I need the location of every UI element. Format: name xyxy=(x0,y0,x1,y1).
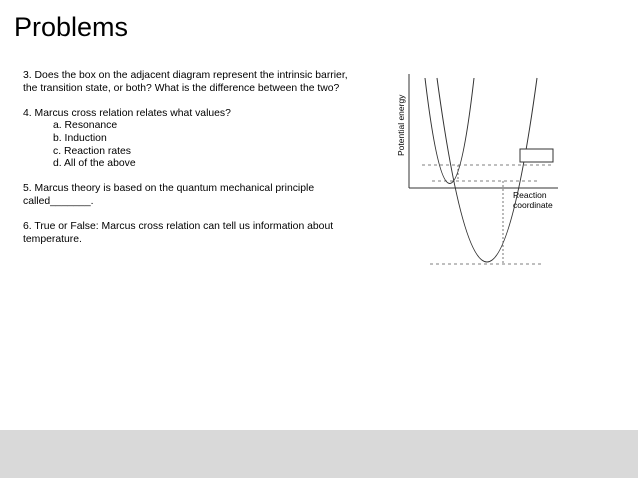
product-parabola xyxy=(437,78,537,262)
question-4-option-d: d. All of the above xyxy=(53,158,136,170)
question-4-option-a: a. Resonance xyxy=(53,120,118,132)
x-axis-label-line-1: Reaction xyxy=(513,190,547,200)
question-6-line-1: 6. True or False: Marcus cross relation can tell us information about xyxy=(23,221,334,233)
question-4-prompt: 4. Marcus cross relation relates what values? xyxy=(23,107,231,119)
reactant-parabola xyxy=(425,78,474,184)
x-axis-label-line-2: coordinate xyxy=(513,200,553,210)
question-4-option-c: c. Reaction rates xyxy=(53,145,131,157)
footer-bar xyxy=(0,430,638,478)
marcus-parabola-diagram xyxy=(392,68,562,272)
slide-title: Problems xyxy=(14,12,129,42)
y-axis-label: Potential energy xyxy=(396,94,406,156)
question-list xyxy=(23,70,368,246)
diagram-svg xyxy=(392,68,562,272)
question-6-line-2: temperature. xyxy=(23,233,82,245)
question-5-line-1: 5. Marcus theory is based on the quantum mechanical principle xyxy=(23,183,315,195)
question-5-line-2: called_______. xyxy=(23,195,94,207)
question-4-option-b: b. Induction xyxy=(53,132,107,144)
diagram-box xyxy=(520,149,553,162)
question-3-line-2: the transition state, or both? What is the difference between the two? xyxy=(23,82,340,94)
question-3-line-1: 3. Does the box on the adjacent diagram represent the intrinsic barrier, xyxy=(23,70,348,81)
